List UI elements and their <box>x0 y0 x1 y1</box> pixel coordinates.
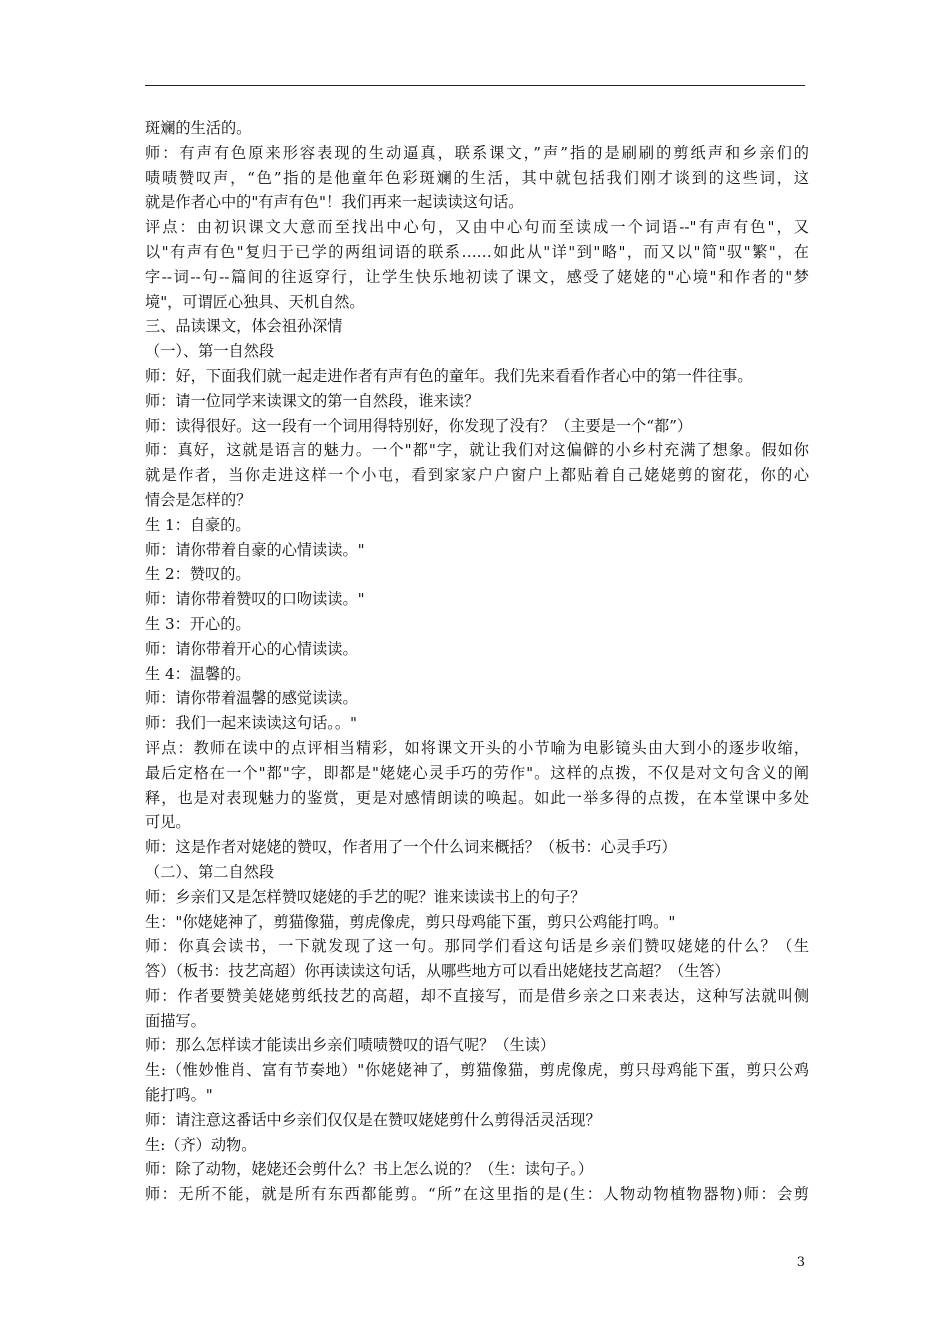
text-line: 答）（板书：技艺高超）你再读读这句话，从哪些地方可以看出姥姥技艺高超？（生答） <box>145 962 730 981</box>
text-line: 生 4：温馨的。 <box>145 664 251 683</box>
text-line: 师：请你带着自豪的心情读读。" <box>145 540 365 559</box>
text-line: 评点：教师在读中的点评相当精彩，如将课文开头的小节喻为电影镜头由大到小的逐步收缩， <box>145 738 809 757</box>
text-line: 师：乡亲们又是怎样赞叹姥姥的手艺的呢？谁来读读书上的句子？ <box>145 887 586 906</box>
text-line: 就是作者，当你走进这样一个小屯，看到家家户户窗户上都贴着自己姥姥剪的窗花，你的心 <box>145 466 809 485</box>
text-line: 生:（齐）动物。 <box>145 1135 257 1154</box>
text-line: 生："你姥姥神了，剪猫像猫，剪虎像虎，剪只母鸡能下蛋，剪只公鸡能打鸣。" <box>145 912 676 931</box>
text-line: 以"有声有色"复归于已学的两组词语的联系……如此从"详"到"略"，而又以"简"驭"繁"，在 <box>145 242 809 261</box>
text-line: 可见。 <box>145 813 191 832</box>
text-line: 师：请你带着温馨的感觉读读。 <box>145 689 358 708</box>
text-line: 斑斓的生活的。 <box>145 119 252 137</box>
text-line: 释，也是对表现魅力的鉴赏，更是对感情朗读的唤起。如此一举多得的点拨，在本堂课中多处 <box>145 788 809 807</box>
page-number: 3 <box>796 1255 805 1270</box>
text-line: 师：好，下面我们就一起走进作者有声有色的童年。我们先来看看作者心中的第一件往事。 <box>145 366 753 385</box>
text-line: 生 3：开心的。 <box>145 614 251 633</box>
text-line: 就是作者心中的"有声有色"！我们再来一起读读这句话。 <box>145 193 524 212</box>
text-line: 师：那么怎样读才能读出乡亲们啧啧赞叹的语气呢？（生读） <box>145 1036 556 1055</box>
text-line: 最后定格在一个"都"字，即都是"姥姥心灵手巧的劳作"。这样的点拨，不仅是对文句含义的阐 <box>145 763 809 782</box>
text-line: 生 1：自豪的。 <box>145 515 251 534</box>
text-line: 能打鸣。" <box>145 1086 213 1105</box>
text-line: 生 2：赞叹的。 <box>145 565 251 584</box>
text-line: 师：读得很好。这一段有一个词用得特别好，你发现了没有？（主要是一个“都”） <box>145 416 693 435</box>
text-line: 生:（惟妙惟肖、富有节奏地）"你姥姥神了，剪猫像猫，剪虎像虎，剪只母鸡能下蛋，剪只公鸡 <box>145 1061 809 1080</box>
text-line: 师：作者要赞美姥姥剪纸技艺的高超，却不直接写，而是借乡亲之口来表达，这种写法就叫侧 <box>145 986 809 1005</box>
text-line: 境"，可谓匠心独具、天机自然。 <box>145 292 365 311</box>
header-rule <box>145 85 805 86</box>
text-line: 师：请你带着赞叹的口吻读读。" <box>145 590 365 609</box>
text-line: 师：我们一起来读读这句话。。" <box>145 714 358 733</box>
text-line: 师：这是作者对姥姥的赞叹，作者用了一个什么词来概括？（板书：心灵手巧） <box>145 838 677 857</box>
text-line: 情会是怎样的？ <box>145 490 252 509</box>
text-line: 师：除了动物，姥姥还会剪什么？书上怎么说的？（生：读句子。） <box>145 1160 594 1179</box>
text-line: 面描写。 <box>145 1011 206 1030</box>
text-line: 啧啧赞叹声，“色”指的是他童年色彩斑斓的生活，其中就包括我们刚才谈到的这些词，这 <box>145 168 809 187</box>
subsection-heading: （二）、第二自然段 <box>145 862 275 881</box>
text-line: 师：请你带着开心的心情读读。 <box>145 639 358 658</box>
text-line: 评点：由初识课文大意而至找出中心句，又由中心句而至读成一个词语--"有声有色"，又 <box>145 218 809 237</box>
text-line: 师：请一位同学来读课文的第一自然段，谁来读？ <box>145 391 480 410</box>
section-heading: 三、品读课文，体会祖孙深情 <box>145 317 343 336</box>
text-line: 师：有声有色原来形容表现的生动逼真，联系课文，”声”指的是刷刷的剪纸声和乡亲们的 <box>145 143 809 162</box>
document-body <box>145 116 809 1207</box>
text-line: 师：请注意这番话中乡亲们仅仅是在赞叹姥姥剪什么剪得活灵活现？ <box>145 1110 601 1129</box>
text-line: 师：无所不能，就是所有东西都能剪。“所”在这里指的是(生：人物动物植物器物)师：会剪 <box>145 1185 809 1204</box>
text-line: 师：你真会读书，一下就发现了这一句。那同学们看这句话是乡亲们赞叹姥姥的什么？（生 <box>145 937 809 956</box>
text-line: 字--词--句--篇间的往返穿行，让学生快乐地初读了课文，感受了姥姥的"心境"和作者的"梦 <box>145 267 809 286</box>
text-line: 师：真好，这就是语言的魅力。一个"都"字，就让我们对这偏僻的小乡村充满了想象。假如你 <box>145 441 809 460</box>
subsection-heading: （一）、第一自然段 <box>145 342 275 361</box>
